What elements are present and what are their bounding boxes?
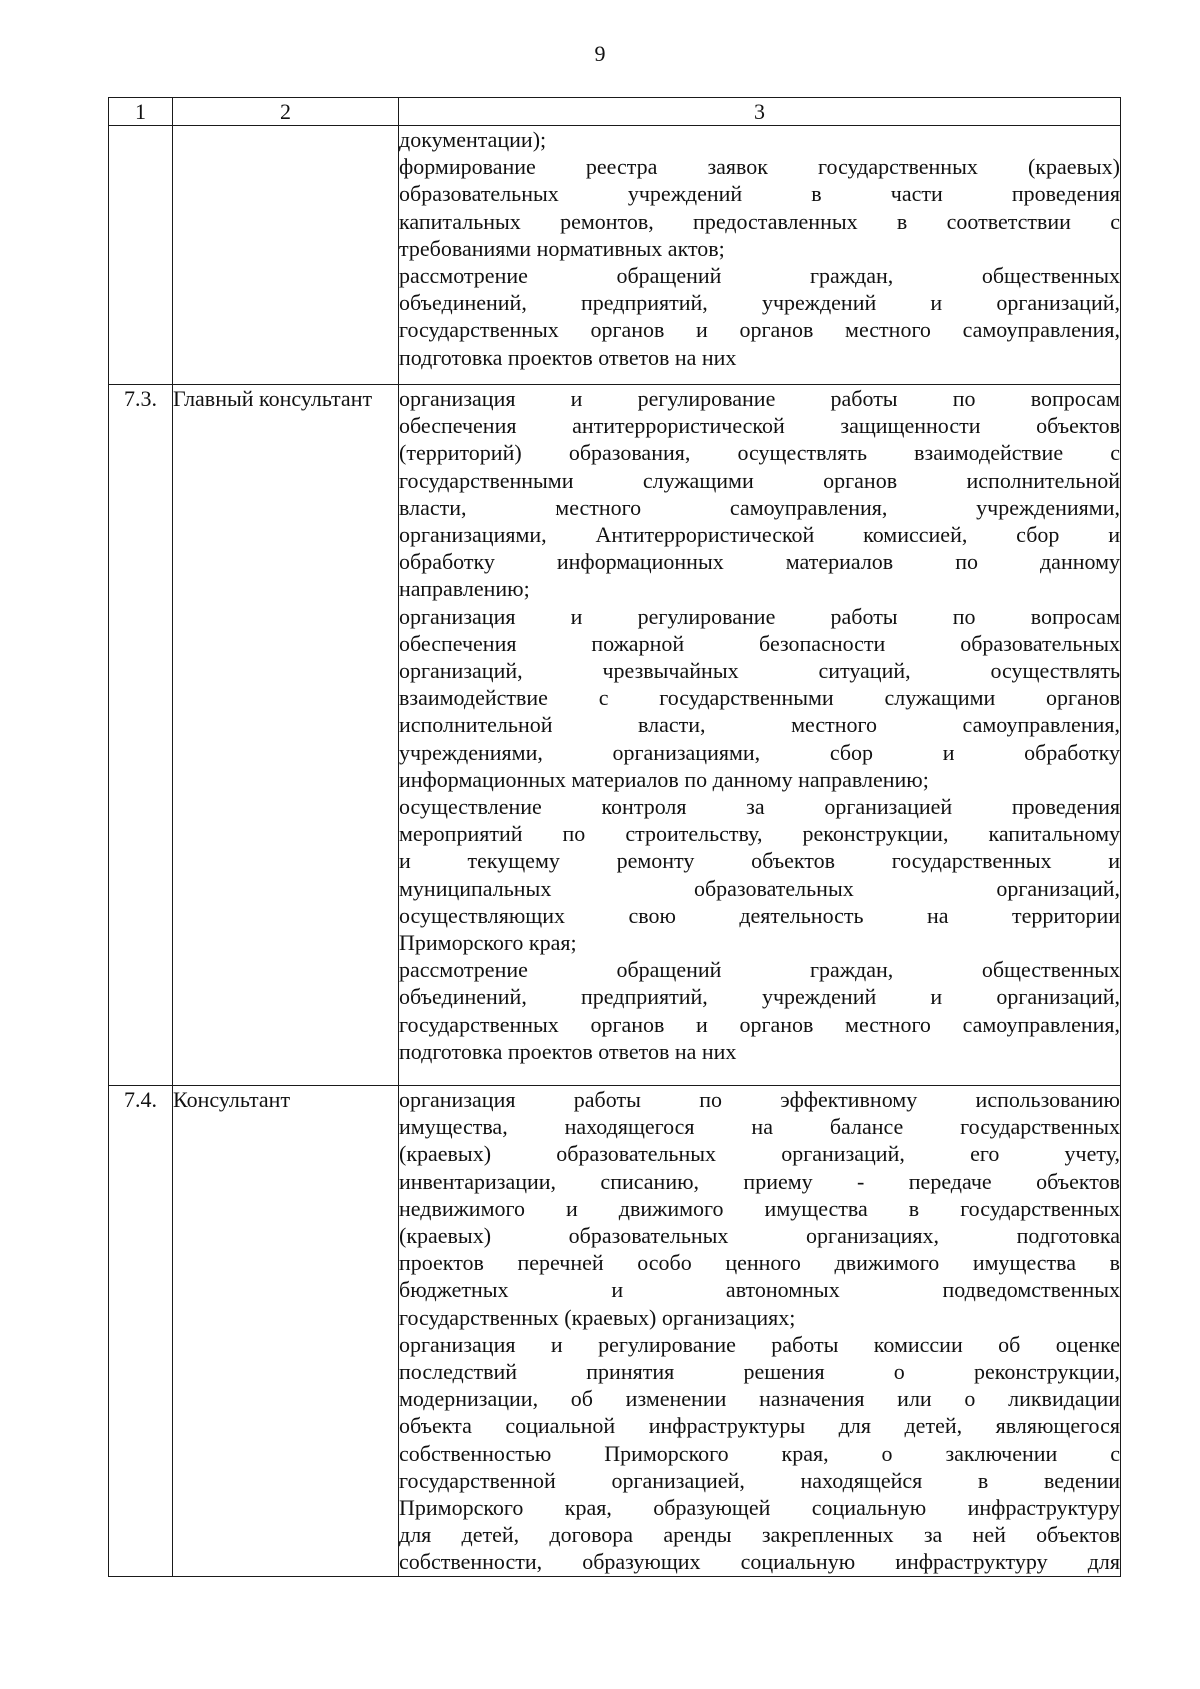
position-title	[173, 126, 399, 385]
duty-line: (краевых) образовательных организациях, подготовка	[399, 1223, 1120, 1249]
duties-lines	[399, 126, 1120, 371]
duty-line: информационных материалов по данному направлению;	[399, 766, 929, 792]
duty-line: последствий принятия решения о реконструкции,	[399, 1359, 1120, 1385]
duty-line: обработку информационных материалов по данному	[399, 549, 1120, 575]
duty-line: взаимодействие с государственными служащими органов	[399, 685, 1120, 711]
duty-line: капитальных ремонтов, предоставленных в соответствии с	[399, 208, 1120, 234]
duty-line: осуществление контроля за организацией проведения	[399, 794, 1120, 820]
table-row	[109, 1086, 1121, 1577]
duty-line: организация и регулирование работы по вопросам	[399, 386, 1120, 411]
duty-line: имущества, находящегося на балансе государственных	[399, 1114, 1120, 1140]
duty-line: собственности, образующих социальную инфраструктуру для	[399, 1549, 1120, 1575]
position-title: Консультант	[173, 1086, 399, 1577]
duty-line: организация и регулирование работы комиссии об оценке	[399, 1331, 1120, 1357]
row-number: 7.4.	[109, 1086, 173, 1577]
duty-line: подготовка проектов ответов на них	[399, 1038, 737, 1064]
duty-line: требованиями нормативных актов;	[399, 235, 725, 261]
row-number	[109, 126, 173, 385]
duty-line: муниципальных образовательных организаций,	[399, 875, 1120, 901]
duty-line: для детей, договора аренды закрепленных за ней объектов	[399, 1522, 1120, 1548]
duties-lines	[399, 1086, 1120, 1576]
table-header-row	[109, 98, 1121, 126]
duty-line: рассмотрение обращений граждан, общественных	[399, 263, 1120, 289]
duty-line: недвижимого и движимого имущества в государственных	[399, 1195, 1120, 1221]
duty-line: модернизации, об изменении назначения или о ликвидации	[399, 1386, 1120, 1412]
table-row	[109, 385, 1121, 1086]
page-number: 9	[594, 41, 606, 66]
duty-line: исполнительной власти, местного самоуправления,	[399, 712, 1120, 738]
duty-line: Приморского края;	[399, 930, 577, 956]
duty-line: государственных (краевых) организациях;	[399, 1304, 796, 1330]
duty-line: формирование реестра заявок государственных (краевых)	[399, 154, 1120, 180]
duties-text	[399, 1086, 1121, 1577]
duty-line: документации);	[399, 127, 547, 152]
column-header-duties: 3	[399, 98, 1121, 126]
duty-line: организация и регулирование работы по вопросам	[399, 603, 1120, 629]
duty-line: обеспечения пожарной безопасности образовательных	[399, 630, 1120, 656]
duties-lines	[399, 385, 1120, 1065]
duties-table	[108, 97, 1121, 1577]
duty-line: учреждениями, организациями, сбор и обработку	[399, 739, 1120, 765]
duty-line: организациями, Антитеррористической комиссией, сбор и	[399, 522, 1120, 548]
duty-line: обеспечения антитеррористической защищенности объектов	[399, 413, 1120, 439]
duty-line: собственностью Приморского края, о заключении с	[399, 1440, 1120, 1466]
duty-line: Приморского края, образующей социальную инфраструктуру	[399, 1495, 1120, 1521]
duty-line: объединений, предприятий, учреждений и организаций,	[399, 290, 1120, 316]
duties-text	[399, 385, 1121, 1086]
duty-line: бюджетных и автономных подведомственных	[399, 1277, 1120, 1303]
duty-line: проектов перечней особо ценного движимого имущества в	[399, 1250, 1120, 1276]
duty-line: объекта социальной инфраструктуры для детей, являющегося	[399, 1413, 1120, 1439]
duty-line: государственной организацией, находящейся в ведении	[399, 1467, 1120, 1493]
table-row	[109, 126, 1121, 385]
duty-line: направлению;	[399, 576, 530, 602]
duty-line: государственных органов и органов местного самоуправления,	[399, 317, 1120, 343]
duty-line: образовательных учреждений в части проведения	[399, 181, 1120, 207]
duty-line: подготовка проектов ответов на них	[399, 344, 737, 370]
duty-line: инвентаризации, списанию, приему - передаче объектов	[399, 1168, 1120, 1194]
duty-line: государственных органов и органов местного самоуправления,	[399, 1011, 1120, 1037]
duty-line: государственными служащими органов исполнительной	[399, 467, 1120, 493]
duty-line: осуществляющих свою деятельность на территории	[399, 902, 1120, 928]
column-header-number: 1	[109, 98, 173, 126]
duty-line: объединений, предприятий, учреждений и организаций,	[399, 984, 1120, 1010]
position-title: Главный консультант	[173, 385, 399, 1086]
duty-line: власти, местного самоуправления, учреждениями,	[399, 494, 1120, 520]
row-number: 7.3.	[109, 385, 173, 1086]
duty-line: мероприятий по строительству, реконструкции, капитальному	[399, 821, 1120, 847]
duty-line: организаций, чрезвычайных ситуаций, осуществлять	[399, 658, 1120, 684]
duties-text	[399, 126, 1121, 385]
duty-line: организация работы по эффективному использованию	[399, 1087, 1120, 1112]
duty-line: (территорий) образования, осуществлять взаимодействие с	[399, 440, 1120, 466]
duty-line: (краевых) образовательных организаций, его учету,	[399, 1141, 1120, 1167]
duty-line: рассмотрение обращений граждан, общественных	[399, 957, 1120, 983]
duty-line: и текущему ремонту объектов государственных и	[399, 848, 1120, 874]
column-header-position: 2	[173, 98, 399, 126]
